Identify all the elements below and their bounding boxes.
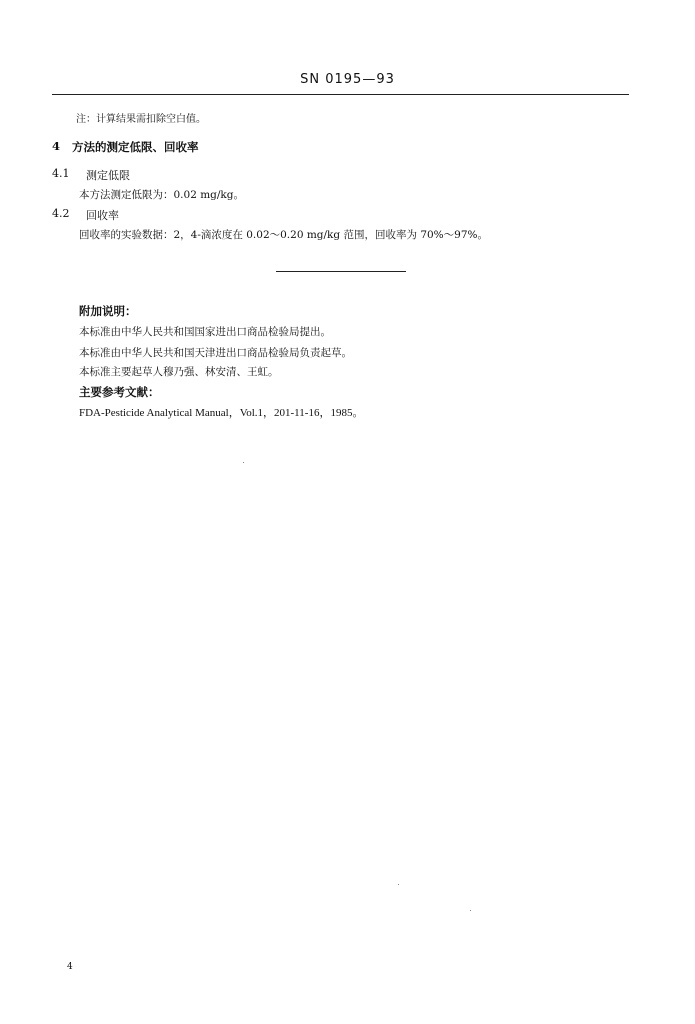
section-4-2-number: 4.2 [52, 207, 70, 220]
calculation-note: 注：计算结果需扣除空白值。 [76, 114, 206, 125]
section-4-1-number: 4.1 [52, 167, 70, 180]
page-number: 4 [67, 962, 73, 972]
header-rule [52, 94, 629, 95]
end-of-standard-rule [276, 271, 406, 272]
section-4-title: 方法的测定低限、回收率 [72, 140, 199, 154]
reference-item: FDA-Pesticide Analytical Manual，Vol.1，201-11-16，1985。 [79, 407, 364, 419]
section-4-number: 4 [52, 139, 61, 153]
additional-note-line: 本标准由中华人民共和国天津进出口商品检验局负责起草。 [79, 347, 352, 359]
section-4-1-text: 本方法测定低限为：0.02 mg/kg。 [79, 189, 245, 201]
additional-notes-title: 附加说明： [79, 304, 137, 318]
scan-speck [470, 910, 471, 911]
section-4-2-title: 回收率 [86, 209, 119, 222]
scan-speck [398, 884, 399, 885]
references-title: 主要参考文献： [79, 385, 160, 399]
section-4-2-text: 回收率的实验数据：2，4-滴浓度在 0.02～0.20 mg/kg 范围，回收率为 70%～97%。 [79, 229, 488, 241]
section-4-1-title: 测定低限 [86, 169, 130, 182]
scan-speck [243, 462, 244, 463]
standard-number: SN 0195—93 [300, 72, 395, 87]
additional-note-line: 本标准主要起草人穆乃强、林安清、王虹。 [79, 366, 279, 378]
additional-note-line: 本标准由中华人民共和国国家进出口商品检验局提出。 [79, 326, 331, 338]
